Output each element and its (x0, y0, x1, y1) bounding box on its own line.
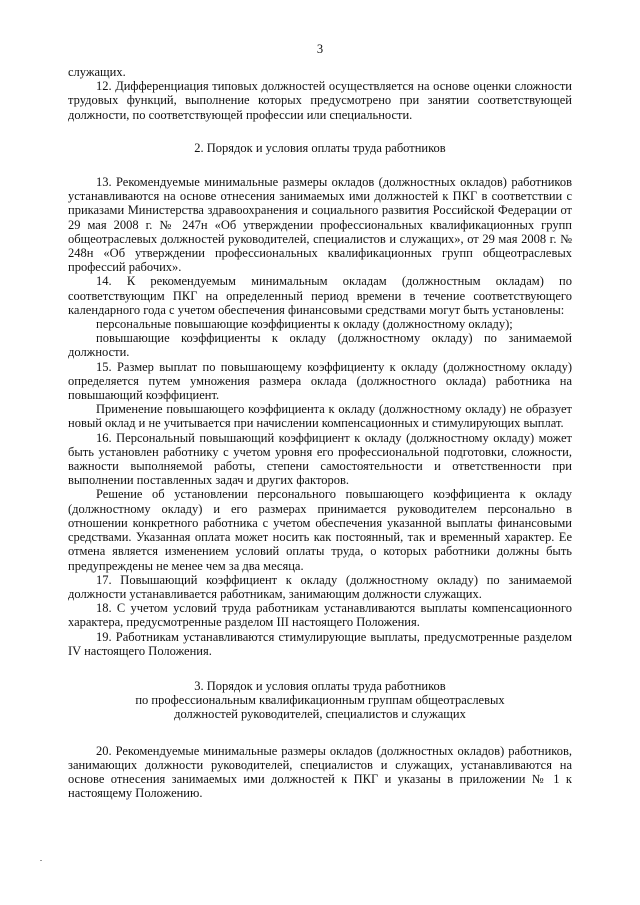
page-number: 3 (316, 42, 324, 56)
paragraph-14-item-position: повышающие коэффициенты к окладу (должностному окладу) по занимаемой должности. (68, 331, 572, 360)
section-3-heading-line-3: должностей руководителей, специалистов и служащих (174, 707, 466, 722)
paragraph-20: 20. Рекомендуемые минимальные размеры окладов (должностных окладов) работников, занимающих должности руководителей, специалистов и служащих, устанавливаются на основе отнесения занимаемых ими должностей к ПКГ и указаны в приложении № 1 к настоящему Положению. (68, 743, 572, 801)
paragraph-12: 12. Дифференциация типовых должностей осуществляется на основе оценки сложности трудовых функций, выполнение которых предусмотрено при занятии соответствующей должности, по соответствующей профессии или специальности. (68, 79, 572, 122)
paragraph-15: 15. Размер выплат по повышающему коэффициенту к окладу (должностному окладу) определяется путем умножения размера оклада (должностного оклада) работника на повышающий коэффициент. (68, 359, 572, 403)
paragraph-18: 18. С учетом условий труда работникам устанавливаются выплаты компенсационного характера, предусмотренные разделом III настоящего Положения. (68, 601, 572, 630)
section-3-heading-line-1: 3. Порядок и условия оплаты труда работников (194, 678, 446, 693)
paragraph-14: 14. К рекомендуемым минимальным окладам (должностным окладам) по соответствующим ПКГ на определенный период времени в течение соответствующего календарного года с учетом обеспечения финансовыми средствами могут быть установлены: (68, 274, 572, 317)
section-2-heading: 2. Порядок и условия оплаты труда работников (194, 140, 446, 155)
section-3-heading-line-2: по профессиональным квалификационным группам общеотраслевых (135, 693, 505, 708)
scan-speck (40, 860, 42, 861)
paragraph-16: 16. Персональный повышающий коэффициент к окладу (должностному окладу) может быть установлен работнику с учетом уровня его профессиональной подготовки, сложности, важности выполняемой работы, степени самостоятельности и ответственности при выполнении поставленных задач и других факторов. (68, 430, 572, 488)
paragraph-14-item-personal: персональные повышающие коэффициенты к окладу (должностному окладу); (96, 317, 513, 332)
paragraph-19: 19. Работникам устанавливаются стимулирующие выплаты, предусмотренные разделом IV настоящего Положения. (68, 629, 572, 658)
paragraph-17: 17. Повышающий коэффициент к окладу (должностному окладу) по занимаемой должности устанавливается работникам, занимающим должности служащих. (68, 572, 572, 601)
document-body (68, 65, 572, 800)
paragraph-15-continuation: Применение повышающего коэффициента к окладу (должностному окладу) не образует новый оклад и не учитывается при начислении компенсационных и стимулирующих выплат. (68, 402, 572, 431)
paragraph-continuation: служащих. (68, 65, 126, 79)
section-3-heading (68, 679, 572, 722)
paragraph-16-continuation: Решение об установлении персонального повышающего коэффициента к окладу (должностному окладу) и его размерах принимается руководителем персонально в отношении конкретного работника с учетом обеспечения указанной выплаты финансовыми средствами. Указанная оплата может носить как постоянный, так и временный характер. Ее отмена является изменением условий оплаты труда, о которых работники должны быть предупреждены не менее чем за два месяца. (68, 487, 572, 573)
paragraph-13: 13. Рекомендуемые минимальные размеры окладов (должностных окладов) работников устанавливаются на основе отнесения занимаемых ими должностей к ПКГ в соответствии с приказами Министерства здравоохранения и социального развития Российской Федерации от 29 мая 2008 г. № 247н «Об утверждении профессиональных квалификационных групп общеотраслевых должностей руководителей, специалистов и служащих», от 29 мая 2008 г. № 248н «Об утверждении профессиональных квалификационных групп общеотраслевых профессий рабочих». (68, 175, 572, 275)
